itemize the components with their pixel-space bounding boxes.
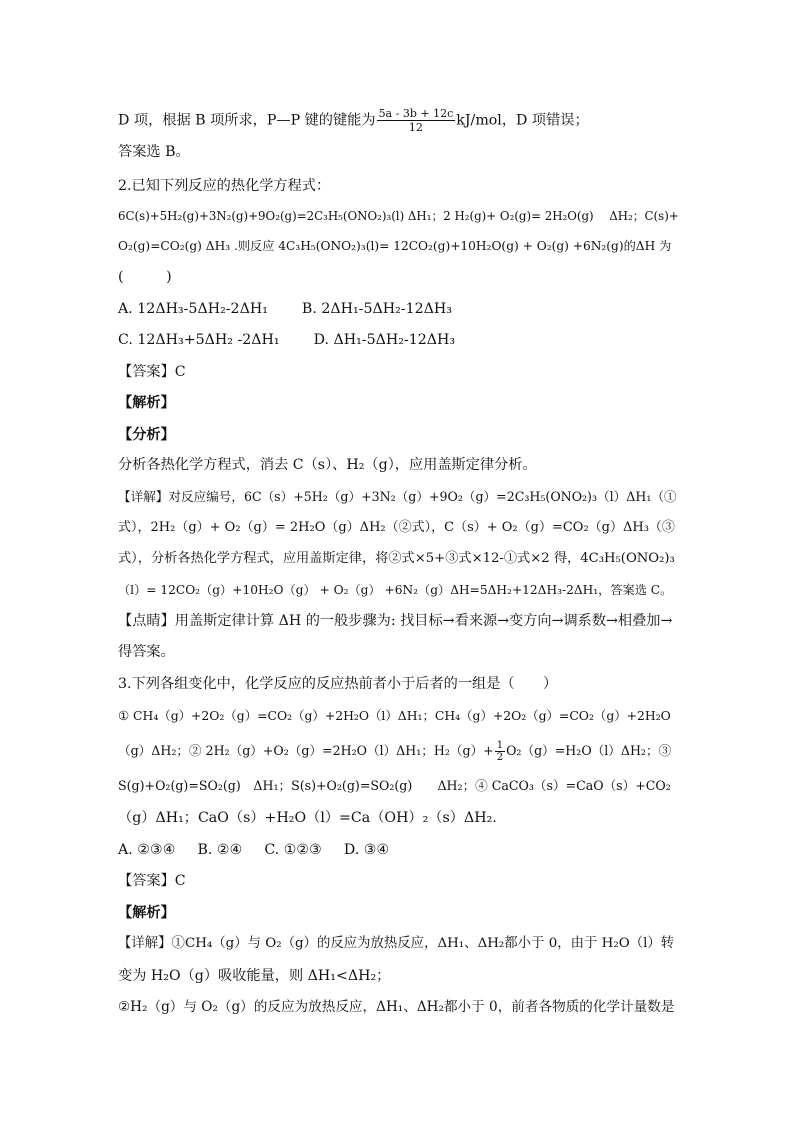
- question-2-dianjing-2: 得答案。: [118, 644, 175, 660]
- option-b: B. ②④: [197, 842, 243, 858]
- option-d: D. ③④: [343, 842, 390, 858]
- text: O₂（g）=H₂O（l）ΔH₂；③: [506, 743, 672, 758]
- fraction-denominator: 12: [408, 121, 423, 134]
- option-c: C. ①②③: [264, 842, 322, 858]
- text: D 项，根据 B 项所求，P—P 键的键能为: [118, 112, 376, 129]
- fraction-numerator: 1: [496, 740, 504, 751]
- question-3-options: [118, 840, 678, 860]
- question-3-line-3: S(g)+O₂(g)=SO₂(g) ΔH₁；S(s)+O₂(g)=SO₂(g) ΔH₂；④ CaCO₃（s）=CaO（s）+CO₂: [118, 778, 671, 793]
- fraction-numerator: 5a - 3b + 12c: [378, 107, 454, 120]
- question-2-equation-2: O₂(g)=CO₂(g) ΔH₃ .则反应 4C₃H₅(ONO₂)₃(l)= 12CO₂(g)+10H₂O(g) + O₂(g) +6N₂(g)的ΔH 为: [118, 239, 672, 253]
- question-3-detail-2: 变为 H₂O（g）吸收能量，则 ΔH₁<ΔH₂；: [118, 968, 391, 984]
- question-3-answer: 【答案】C: [118, 873, 186, 889]
- question-2-detail-3: 式），分析各热化学方程式，应用盖斯定律，将②式×5+③式×12-①式×2 得，4C₃H₅(ONO₂)₃: [118, 551, 675, 566]
- text: （g）ΔH₂；② 2H₂（g）+O₂（g）=2H₂O（l）ΔH₁；H₂（g）+: [118, 743, 494, 758]
- option-b: B. 2ΔH₁-5ΔH₂-12ΔH₃: [301, 301, 452, 317]
- question-2-paren: ( ): [118, 269, 172, 285]
- fraction-bond-energy: [377, 107, 456, 134]
- question-2-jiexi-heading: 【解析】: [118, 395, 175, 411]
- question-2-detail-1: 【详解】对反应编号，6C（s）+5H₂（g）+3N₂（g）+9O₂（g）=2C₃H₅(ONO₂)₃（l）ΔH₁（①: [118, 489, 677, 504]
- question-3-detail-3: ②H₂（g）与 O₂（g）的反应为放热反应，ΔH₁、ΔH₂都小于 0，前者各物质的化学计量数是: [118, 999, 675, 1015]
- question-2-dianjing-1: 【点睛】用盖斯定律计算 ΔH 的一般步骤为: 找目标→看来源→变方向→调系数→相叠加→: [118, 613, 673, 629]
- question-2-detail-4: （l）= 12CO₂（g）+10H₂O（g） + O₂（g） +6N₂（g）ΔH=5ΔH₂+12ΔH₃-2ΔH₁，答案选 C。: [118, 583, 673, 597]
- text: kJ/mol，D 项错误；: [456, 112, 589, 129]
- question-2-options-ab: [118, 299, 678, 319]
- question-2-title: 2.已知下列反应的热化学方程式：: [118, 178, 331, 194]
- option-d: D. ΔH₁-5ΔH₂-12ΔH₃: [313, 332, 456, 348]
- question-3-line-4: （g）ΔH₁；CaO（s）+H₂O（l）=Ca（OH）₂（s）ΔH₂.: [118, 810, 497, 826]
- answer-b-line: 答案选 B。: [118, 144, 190, 160]
- question-2-equation-1: 6C(s)+5H₂(g)+3N₂(g)+9O₂(g)=2C₃H₅(ONO₂)₃(l) ΔH₁；2 H₂(g)+ O₂(g)= 2H₂O(g) ΔH₂；C(s)+: [118, 209, 679, 223]
- fraction-denominator: 2: [496, 752, 504, 763]
- question-2-answer: 【答案】C: [118, 364, 186, 380]
- line-p-p-bond: [118, 107, 678, 134]
- question-3-line-2: [118, 740, 678, 763]
- question-2-fenxi-heading: 【分析】: [118, 427, 175, 443]
- option-c: C. 12ΔH₃+5ΔH₂ -2ΔH₁: [118, 332, 280, 348]
- fraction-one-half: [495, 740, 505, 763]
- option-a: A. 12ΔH₃-5ΔH₂-2ΔH₁: [118, 301, 268, 317]
- option-a: A. ②③④: [118, 842, 176, 858]
- question-3-title: 3.下列各组变化中，化学反应的反应热前者小于后者的一组是（ ）: [118, 676, 558, 692]
- question-3-detail-1: 【详解】①CH₄（g）与 O₂（g）的反应为放热反应，ΔH₁、ΔH₂都小于 0，由于 H₂O（l）转: [118, 936, 675, 951]
- question-2-detail-2: 式），2H₂（g）+ O₂（g）= 2H₂O（g）ΔH₂（②式），C（s）+ O₂（g）=CO₂（g）ΔH₃（③: [118, 520, 675, 535]
- question-3-jiexi-heading: 【解析】: [118, 905, 175, 921]
- question-2-fenxi: 分析各热化学方程式，消去 C（s）、H₂（g），应用盖斯定律分析。: [118, 457, 537, 473]
- question-3-line-1: ① CH₄（g）+2O₂（g）=CO₂（g）+2H₂O（l）ΔH₁；CH₄（g）+2O₂（g）=CO₂（g）+2H₂O: [118, 708, 671, 723]
- question-2-options-cd: [118, 330, 678, 350]
